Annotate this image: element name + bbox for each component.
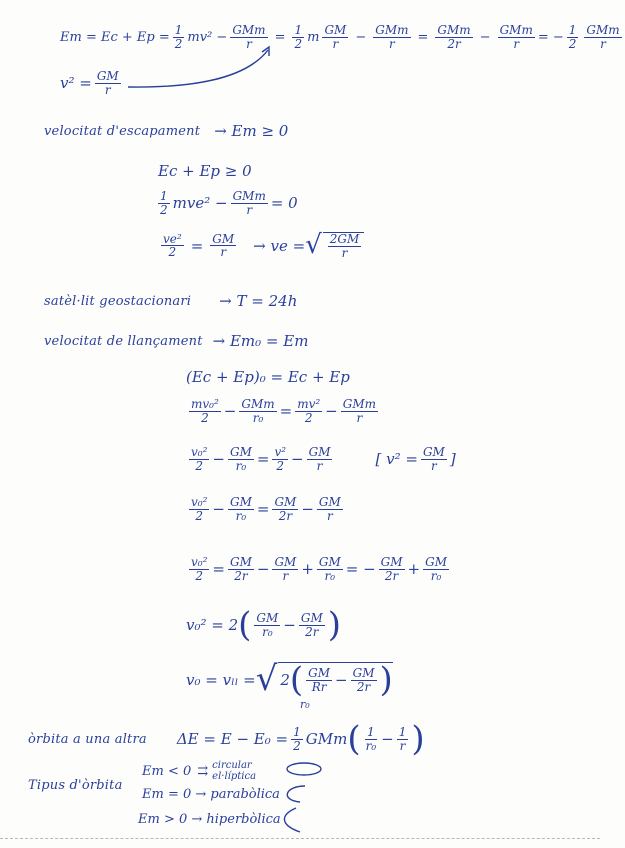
fraction [351, 667, 377, 693]
fraction [435, 24, 472, 50]
denominator: r [388, 36, 395, 51]
eq-text: + [301, 560, 314, 579]
numerator: GM [352, 665, 375, 680]
eq-text: Em > 0 → hiperbòlica [138, 812, 281, 827]
energy-conservation-expanded [186, 398, 381, 424]
numerator: 1 [398, 724, 407, 739]
denominator: 2 [195, 508, 204, 523]
eq-text: = [279, 402, 293, 421]
fraction [228, 496, 254, 522]
fraction [397, 726, 409, 752]
fraction [295, 398, 322, 424]
numerator: GM [324, 23, 347, 37]
numerator: GM [318, 555, 341, 569]
fraction [228, 556, 254, 582]
denominator: 2 [195, 458, 204, 473]
fraction [189, 398, 221, 424]
numerator: GMm [586, 23, 620, 37]
eq-text: → Em ≥ 0 [214, 122, 289, 140]
launch-velocity-step-1 [186, 446, 456, 472]
fraction [189, 446, 209, 472]
numerator: 1 [293, 724, 301, 739]
denominator: r [341, 245, 348, 260]
numerator: GM [308, 445, 331, 459]
open-paren: ( [347, 719, 361, 759]
denominator: 2r [356, 679, 371, 694]
section-label: velocitat d'escapament [44, 123, 201, 139]
eq-text: [ v² = [375, 450, 418, 469]
eq-text: − [301, 500, 314, 519]
energy-inequality [158, 162, 252, 180]
numerator: ve² [163, 231, 182, 246]
escape-energy-equation [155, 190, 298, 216]
launch-velocity-heading [44, 332, 308, 350]
fraction [307, 446, 333, 472]
orbit-type-bound: Em < 0 ⇉ circular el·líptica [142, 760, 257, 782]
eq-text: Ec + Ep ≥ 0 [158, 162, 252, 180]
numerator: GMm [342, 397, 377, 411]
fraction [161, 233, 184, 259]
eq-text: = [417, 29, 429, 45]
eq-text: mv² − [187, 29, 228, 45]
radical-sign-icon: √ [305, 230, 322, 260]
open-paren: ( [238, 605, 252, 645]
numerator: GMm [499, 23, 533, 37]
launch-velocity-step-2 [186, 496, 346, 522]
denominator: r [220, 245, 227, 260]
denominator: 2r [278, 508, 293, 523]
numerator: GM [425, 555, 447, 569]
denominator: r [316, 458, 323, 473]
fraction [95, 70, 121, 96]
orbit-shape-list [212, 760, 256, 782]
fraction [210, 233, 236, 259]
denominator: r₀ [365, 738, 377, 753]
eq-text: (Ec + Ep)₀ = Ec + Ep [186, 368, 350, 386]
denominator: r [332, 36, 339, 51]
denominator: r [356, 410, 363, 425]
denominator: r [104, 82, 111, 97]
denominator: r [282, 568, 289, 583]
eq-text: − [283, 616, 296, 634]
eq-text: − [291, 450, 304, 469]
denominator: 2r [234, 568, 248, 583]
fraction [228, 446, 254, 472]
fraction [373, 24, 410, 50]
fraction [173, 24, 185, 50]
denominator: r [431, 458, 437, 473]
denominator: r₀ [235, 458, 247, 473]
fraction [322, 24, 348, 50]
eq-text: − [335, 671, 348, 689]
radius-correction-note [300, 698, 310, 711]
denominator: 2 [293, 738, 301, 753]
numerator: 1 [174, 23, 183, 37]
eq-text: v₀² = 2 [186, 616, 239, 634]
fraction [272, 496, 298, 522]
denominator: r [399, 738, 406, 753]
eq-text: = [190, 236, 204, 255]
denominator: 2r [384, 568, 399, 583]
eq-text: → T = 24h [219, 292, 298, 310]
numerator: GM [380, 555, 403, 569]
fraction [291, 726, 303, 752]
denominator: 2 [160, 202, 168, 217]
eq-text: = − [537, 29, 564, 45]
denominator: r [513, 36, 520, 51]
denominator: 2 [568, 36, 577, 51]
fraction [230, 24, 267, 50]
denominator: r₀ [430, 568, 442, 583]
denominator: 2 [294, 36, 303, 51]
fraction [423, 556, 449, 582]
close-paren: ) [411, 719, 425, 759]
numerator: 1 [294, 23, 303, 37]
eq-text: − [256, 560, 270, 579]
denominator: 2 [195, 568, 204, 583]
energy-conservation [186, 368, 350, 386]
fraction [231, 190, 268, 216]
eq-text: Em = Ec + Ep = [60, 29, 170, 45]
fraction [254, 612, 280, 638]
eq-text: ΔE = E − E₀ = [176, 730, 289, 748]
eq-text: = [256, 500, 270, 519]
numerator: 2GM [329, 232, 360, 246]
section-label: òrbita a una altra [28, 731, 147, 747]
numerator: GM [96, 69, 119, 83]
numerator: GM [256, 610, 279, 625]
denominator: r₀ [324, 568, 336, 583]
numerator: GM [300, 610, 323, 625]
denominator: Rr [311, 679, 327, 694]
launch-velocity-step-3 [186, 556, 452, 582]
fraction [292, 24, 304, 50]
orbit-type-parabolic [142, 787, 280, 802]
escape-velocity-result [158, 232, 364, 259]
fraction [317, 556, 343, 582]
orbit-shape-label: el·líptica [212, 771, 257, 782]
numerator: GM [318, 495, 341, 509]
denominator: 2r [305, 624, 319, 639]
fraction [158, 190, 170, 216]
numerator: GM [229, 495, 252, 509]
numerator: GM [422, 445, 445, 459]
radicand [323, 232, 365, 259]
fraction [364, 726, 379, 752]
denominator: r₀ [235, 508, 247, 523]
close-paren: ) [379, 660, 393, 700]
eq-text: v² = [60, 74, 92, 93]
denominator: r₀ [252, 410, 264, 425]
eq-text: ] [449, 450, 456, 469]
section-label: Tipus d'òrbita [28, 778, 123, 793]
eq-text: = − [345, 560, 376, 579]
page-bottom-edge [0, 838, 600, 840]
parabola-orbit-icon [287, 786, 305, 802]
numerator: GMm [437, 23, 471, 37]
eq-text: − [223, 402, 237, 421]
eq-text: → Em₀ = Em [212, 332, 309, 350]
numerator: v₀² [191, 495, 208, 509]
square-root [305, 232, 364, 259]
eq-text: = [256, 450, 270, 469]
denominator: r [246, 202, 253, 217]
eq-text: GMm [305, 730, 348, 748]
fraction [272, 556, 298, 582]
denominator: 2 [174, 36, 183, 51]
denominator: r [246, 36, 252, 51]
fraction [328, 233, 362, 259]
launch-velocity-step-4 [186, 605, 342, 645]
eq-text: r₀ [300, 698, 310, 711]
fraction [379, 556, 405, 582]
numerator: GMm [241, 397, 275, 411]
denominator: 2 [304, 410, 313, 425]
geostationary-heading [44, 292, 297, 310]
eq-text: = 0 [270, 194, 298, 213]
eq-text: → ve = [253, 236, 306, 255]
denominator: r [600, 36, 606, 51]
eq-text: − [381, 730, 394, 748]
section-label: satèl·lit geostacionari [44, 293, 192, 309]
section-label: velocitat de llançament [44, 333, 203, 349]
numerator: v₀² [191, 555, 208, 569]
eq-text: − [325, 402, 338, 421]
orbit-change-equation [28, 719, 425, 759]
eq-text: − [479, 29, 491, 45]
eq-text: + [407, 560, 421, 579]
fraction [299, 612, 325, 638]
numerator: v² [274, 445, 287, 459]
numerator: mv₀² [191, 397, 219, 411]
fraction [189, 556, 209, 582]
denominator: 2r [447, 36, 461, 51]
denominator: r [326, 508, 333, 523]
orbit-types-label [28, 778, 123, 793]
numerator: GMm [232, 23, 266, 37]
numerator: GM [229, 445, 252, 459]
numerator: 1 [367, 724, 375, 739]
eq-text: − [355, 29, 367, 45]
numerator: 1 [568, 23, 577, 37]
denominator: 2 [276, 458, 285, 473]
eq-text: Em = 0 → parabòlica [142, 787, 280, 802]
fraction [317, 496, 343, 522]
numerator: GM [229, 555, 252, 569]
numerator: GM [274, 495, 297, 509]
open-paren: ( [289, 660, 304, 700]
velocity-squared-equation [60, 70, 124, 96]
fraction [341, 398, 378, 424]
eq-text: = [212, 560, 225, 579]
radicand [278, 660, 393, 700]
eq-text: − [212, 500, 225, 519]
eq-text: v₀ = vₗₗ = [186, 670, 256, 689]
fraction [498, 24, 535, 50]
fraction [421, 446, 447, 472]
eq-text: mve² − [172, 194, 228, 213]
numerator: GMm [232, 189, 266, 203]
launch-velocity-result [186, 659, 393, 700]
eq-text: m [307, 29, 320, 45]
orbit-shape-label: circular [212, 760, 252, 771]
fraction [189, 496, 209, 522]
radical-sign-icon: √ [255, 659, 278, 699]
hyperbola-orbit-icon [284, 808, 300, 832]
denominator: r₀ [262, 624, 273, 639]
numerator: GM [308, 665, 331, 680]
orbit-type-hyperbolic [138, 812, 281, 827]
numerator: GM [212, 231, 235, 246]
escape-velocity-heading [44, 122, 288, 140]
square-root [255, 659, 393, 700]
fraction [567, 24, 579, 50]
numerator: mv² [297, 397, 321, 411]
numerator: 1 [160, 189, 168, 203]
ellipse-orbit-icon [287, 763, 321, 775]
numerator: GMm [375, 23, 409, 37]
eq-text: Em < 0 [142, 763, 192, 779]
eq-text: − [212, 450, 225, 469]
mechanical-energy-equation [60, 24, 625, 50]
eq-text: 2 [280, 671, 290, 689]
denominator: 2 [168, 245, 177, 260]
fraction [584, 24, 621, 50]
numerator: GM [274, 555, 297, 569]
fraction [272, 446, 288, 472]
denominator: 2 [201, 410, 209, 425]
fraction [239, 398, 276, 424]
eq-text: = [274, 29, 286, 45]
numerator: v₀² [191, 445, 208, 459]
close-paren: ) [327, 605, 342, 645]
fraction [306, 667, 332, 693]
